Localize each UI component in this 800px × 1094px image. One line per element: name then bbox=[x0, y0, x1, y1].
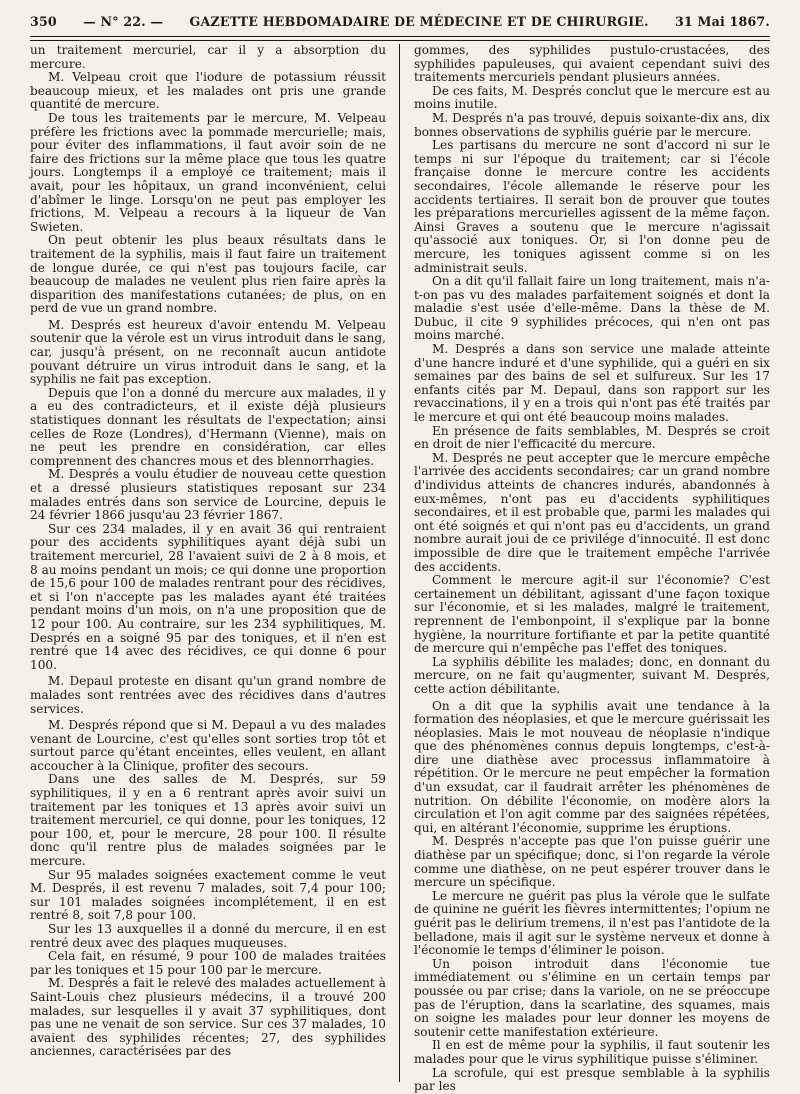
right-column bbox=[414, 43, 770, 1094]
paragraph: M. Després n'accepte pas que l'on puisse guérir une diathèse par un spécifique; donc, si l'on regarde la vérole comme une diathèse, on ne peut espérer trouver dans le mercure un spécifique. bbox=[414, 834, 770, 890]
paragraph: M. Depaul proteste en disant qu'un grand nombre de malades sont rentrées avec des récidives dans d'autres services. bbox=[30, 674, 386, 716]
issue-date: 31 Mai 1867. bbox=[674, 13, 770, 29]
left-column bbox=[30, 44, 386, 1082]
header-rule bbox=[30, 40, 770, 41]
paragraph: La scrofule, qui est presque semblable à la syphilis par les bbox=[414, 1065, 770, 1094]
paragraph: Il en est de même pour la syphilis, il faut soutenir les malades pour que le virus syphilitique puisse s'éliminer. bbox=[414, 1038, 770, 1066]
paragraph: On peut obtenir les plus beaux résultats dans le traitement de la syphilis, mais il faut faire un traitement de longue durée, ce qui n'est pas toujours facile, car beaucoup de malades ne veulent plus rien faire après la disparition des manifestations cutanées; de plus, on en perd de vue un grand nombre. bbox=[30, 233, 386, 316]
paragraph: M. Després n'a pas trouvé, depuis soixante-dix ans, dix bonnes observations de syphilis guérie par le mercure. bbox=[414, 110, 770, 139]
page-number: 350 bbox=[30, 13, 57, 29]
paragraph: Sur 95 malades soignées exactement comme le veut M. Després, il est revenu 7 malades, soit 7,4 pour 100; sur 101 malades soignées incomplétement, il en est rentré 8, soit 7,8 pour 100. bbox=[30, 867, 386, 923]
paragraph: Cela fait, en résumé, 9 pour 100 de malades traitées par les toniques et 15 pour 100 par le mercure. bbox=[30, 949, 386, 977]
paragraph: Comment le mercure agit-il sur l'économie? C'est certainement un débilitant, agissant d'une façon toxique sur l'économie, et si les malades, malgré le traitement, reprennent de l'embonpoint, il s'explique par la bonne hygiène, la nourriture fortifiante et par la petite quantité de mercure qui n'empêche pas l'effet des toniques. bbox=[414, 573, 770, 656]
column-divider bbox=[399, 44, 400, 1082]
page-header bbox=[30, 6, 770, 37]
journal-title: GAZETTE HEBDOMADAIRE DE MÉDECINE ET DE CHIRURGIE. bbox=[189, 13, 649, 29]
paragraph: Sur ces 234 malades, il y en avait 36 qui rentraient pour des accidents syphilitiques ayant déjà subi un traitement mercuriel, 28 l'avaient suivi de 2 à 8 mois, et 8 au moins pendant un mois; ce qui donne une proportion de 15,6 pour 100 de malades rentrant pour des récidives, et si l'on n'accepte pas les malades ayant été traitées pendant moins d'un mois, on n'a une proposition que de 12 pour 100. Au contraire, sur les 234 syphilitiques, M. Després en a soigné 95 par des toniques, et il n'en est rentré que 14 avec des récidives, ce qui donne 6 pour 100. bbox=[30, 521, 386, 672]
paragraph: Depuis que l'on a donné du mercure aux malades, il y a eu des contradicteurs, et il existe déjà plusieurs statistiques donnant les résultats de l'expectation; ainsi celles de Roze (Londres), d'Hermann (Vienne), mais on ne peut les prendre en considération, car elles comprennent des chancres mous et des blennorrhagies. bbox=[30, 385, 386, 468]
paragraph: La syphilis débilite les malades; donc, en donnant du mercure, on ne fait qu'augmenter, suivant M. Després, cette action débilitante. bbox=[414, 654, 770, 696]
paragraph: De tous les traitements par le mercure, M. Velpeau préfère les frictions avec la pommade mercurielle; mais, pour éviter des inflammations, il faut avoir soin de ne faire des frictions sur la même place que tous les quatre jours. Longtemps il a employé ce traitement; mais il avait, pour les hôpitaux, un grand inconvénient, celui d'abîmer le linge. Lorsqu'on ne peut pas employer les frictions, M. Velpeau a recours à la liqueur de Van Swieten. bbox=[30, 110, 386, 234]
paragraph: un traitement mercuriel, car il y a absorption du mercure. bbox=[30, 43, 386, 71]
paragraph: Les partisans du mercure ne sont d'accord ni sur le temps ni sur l'époque du traitement; car si l'école française donne le mercure contre les accidents secondaires, l'école allemande le réserve pour les accidents tertiaires. Il serait bon de prouver que toutes les préparations mercurielles agissent de la même façon. Ainsi Graves a soutenu que le mercure n'agissait qu'associé aux toniques. Or, si l'on donne peu de mercure, les toniques agissent comme si on les administrait seuls. bbox=[414, 138, 770, 275]
paragraph: gommes, des syphilides pustulo-crustacées, des syphilides papuleuses, qui avaient cependant suivi des traitements mercuriels pendant plusieurs années. bbox=[414, 43, 770, 85]
paragraph: Le mercure ne guérit pas plus la vérole que le sulfate de quinine ne guérit les fièvres intermittentes; l'opium ne guérit pas le delirium tremens, il n'est pas l'antidote de la belladone, mais il agit sur le système nerveux et donne à l'économie le temps d'éliminer le poison. bbox=[414, 888, 770, 958]
paragraph: M. Velpeau croit que l'iodure de potassium réussit beaucoup mieux, et les malades ont pris une grande quantité de mercure. bbox=[30, 70, 386, 112]
paragraph: M. Després est heureux d'avoir entendu M. Velpeau soutenir que la vérole est un virus introduit dans le sang, car, jusqu'à présent, on ne reconnaît aucun antidote pouvant détruire un virus introduit dans le sang, et la syphilis ne fait pas exception. bbox=[30, 317, 386, 387]
paragraph: M. Després répond que si M. Depaul a vu des malades venant de Lourcine, c'est qu'elles sont sorties trop tôt et surtout parce qu'étant enceintes, elles veulent, en allant accoucher à la Clinique, profiter des secours. bbox=[30, 718, 386, 773]
paragraph: De ces faits, M. Després conclut que le mercure est au moins inutile. bbox=[414, 83, 770, 112]
paragraph: M. Després ne peut accepter que le mercure empêche l'arrivée des accidents secondaires; car un grand nombre d'individus atteints de chancres indurés, abandonnés à eux-mêmes, n'ont pas eu d'accidents syphilitiques secondaires, et il est probable que, parmi les malades qui ont été soignés et qui n'ont pas eu d'accidents, un grand nombre aurait joui de ce privilége d'innocuité. Il est donc impossible de dire que le traitement empêche l'arrivée des accidents. bbox=[414, 450, 770, 574]
paragraph: M. Després a fait le relevé des malades actuellement à Saint-Louis chez plusieurs médecins, il a trouvé 200 malades, sur lesquelles il y avait 37 syphilitiques, dont pas une ne venait de son service. Sur ces 37 malades, 10 avaient des syphilides récentes; 27, des syphilides anciennes, caractérisées par des bbox=[30, 976, 386, 1059]
paragraph: Un poison introduit dans l'économie tue immédiatement ou s'élimine en un certain temps par poussée ou par crise; dans la variole, on ne se préoccupe pas de l'éruption, dans la scarlatine, des squames, mais on soigne les malades pour leur donner les moyens de soutenir cette manifestation extérieure. bbox=[414, 956, 770, 1039]
paragraph: Dans une des salles de M. Després, sur 59 syphilitiques, il y en a 6 rentrant après avoir suivi un traitement par les toniques et 13 après avoir suivi un traitement mercuriel, ce qui donne, pour les toniques, 12 pour 100, et, pour le mercure, 28 pour 100. Il résulte donc qu'il rentre plus de malades soignées par le mercure. bbox=[30, 772, 386, 869]
paragraph: On a dit que la syphilis avait une tendance à la formation des néoplasies, et que le mercure guérissait les néoplasies. Mais le mot nouveau de néoplasie n'indique que des phénomènes connus depuis longtemps, c'est-à-dire une diathèse avec processus inflammatoire à répétition. Or le mercure ne peut empêcher la formation d'un exsudat, car il faudrait arrêter les phénomènes de nutrition. On débilite l'économie, on modère alors la circulation et l'on agit comme par des saignées répétées, qui, en altérant l'économie, supprime les éruptions. bbox=[414, 698, 770, 835]
paragraph: M. Després a dans son service une malade atteinte d'une hancre induré et d'une syphilide, qui a guéri en six semaines par des bains de sel et sulfureux. Sur les 17 enfants cités par M. Depaul, dans son rapport sur les revaccinations, il y en a trois qui n'ont pas été traités par le mercure et qui ont été beaucoup moins malades. bbox=[414, 342, 770, 425]
paragraph: En présence de faits semblables, M. Després se croit en droit de nier l'efficacité du mercure. bbox=[414, 423, 770, 452]
issue-number: — N° 22. — bbox=[83, 13, 164, 29]
paragraph: M. Després a voulu étudier de nouveau cette question et a dressé plusieurs statistiques reposant sur 234 malades entrés dans son service de Lourcine, depuis le 24 février 1866 jusqu'au 23 février 1867. bbox=[30, 467, 386, 523]
paragraph: On a dit qu'il fallait faire un long traitement, mais n'a-t-on pas vu des malades parfaitement soignés et dont la maladie s'est usée d'elle-même. Dans la thèse de M. Dubuc, il cite 9 syphilides précoces, qui n'en ont pas moins marché. bbox=[414, 274, 770, 343]
paragraph: Sur les 13 auxquelles il a donné du mercure, il en est rentré deux avec des plaques muqueuses. bbox=[30, 922, 386, 950]
